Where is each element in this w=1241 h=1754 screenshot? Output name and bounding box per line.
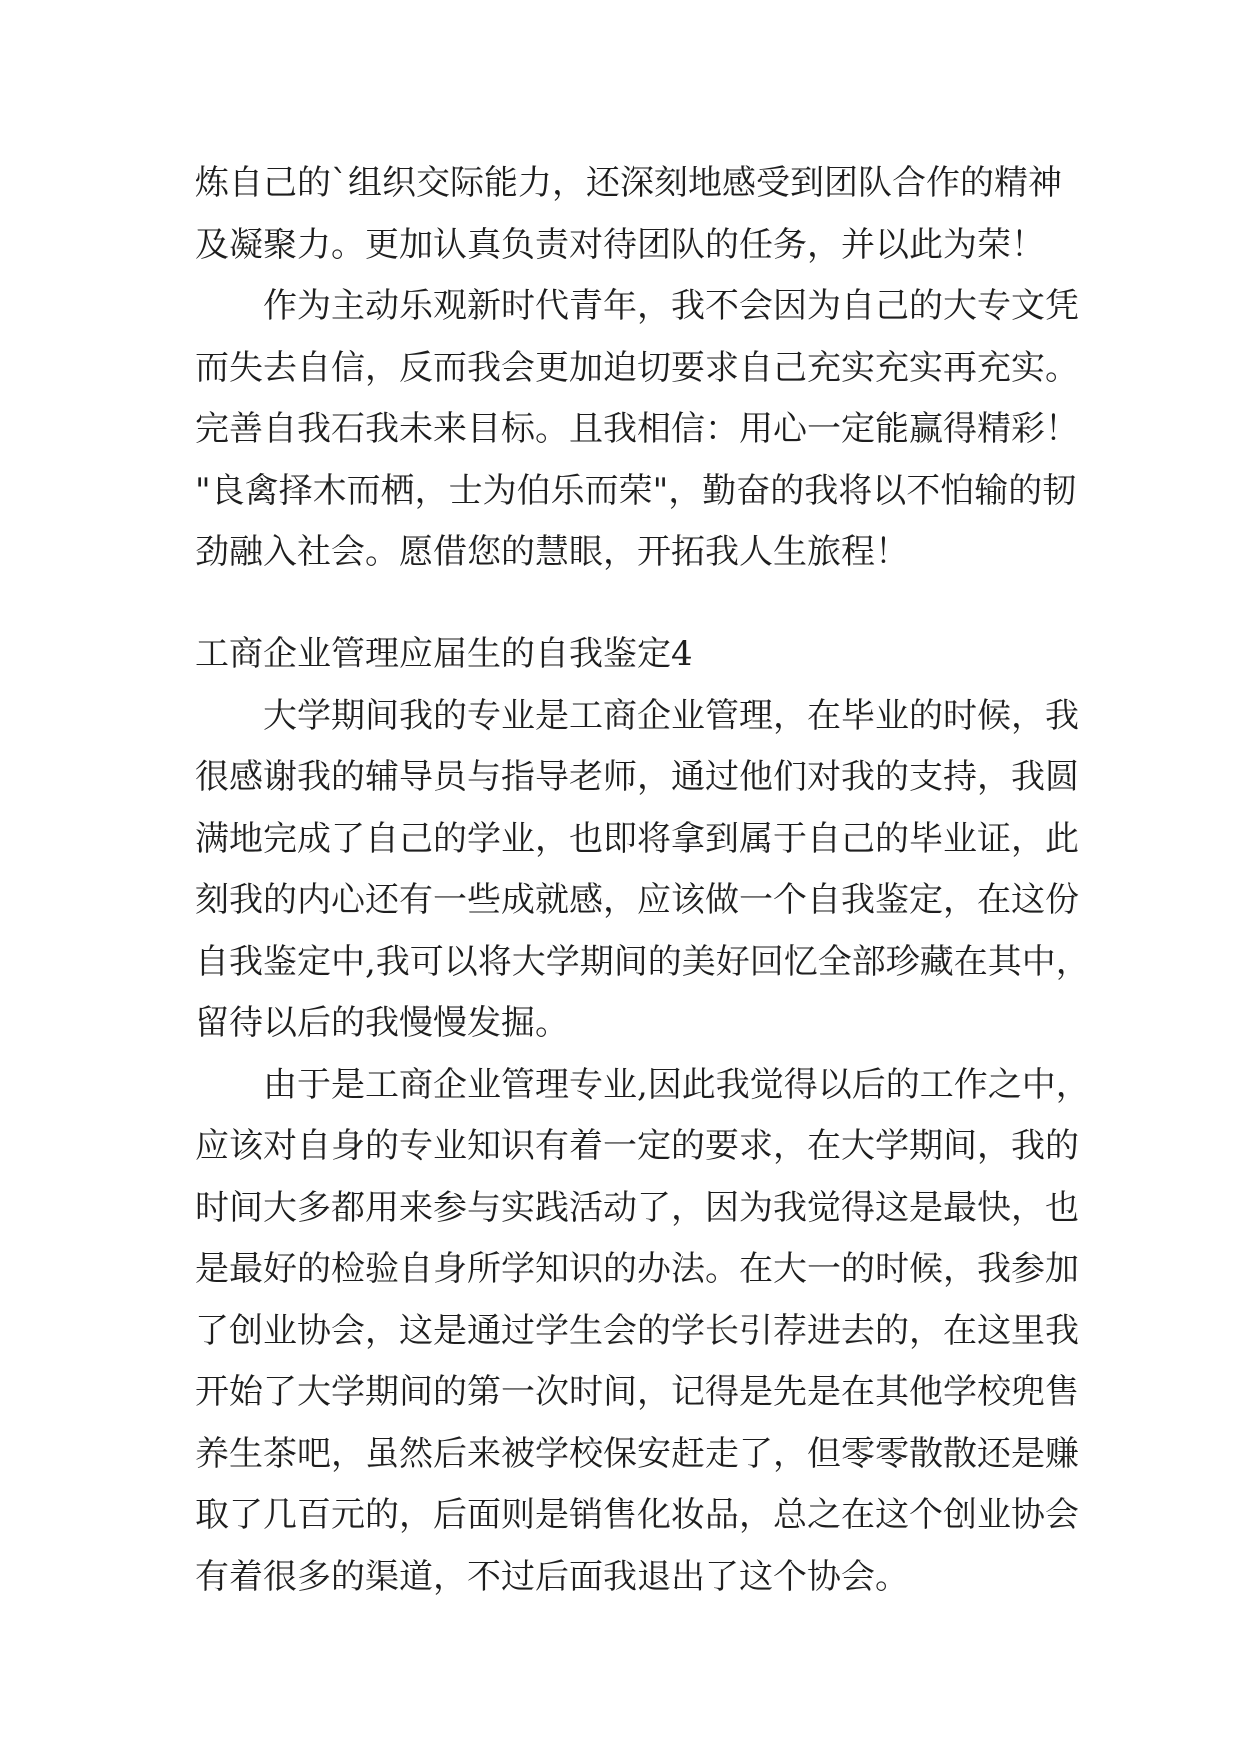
text-line: 应该对自身的专业知识有着一定的要求，在大学期间，我的 bbox=[195, 1126, 1079, 1166]
text-line: 自我鉴定中,我可以将大学期间的美好回忆全部珍藏在其中， bbox=[195, 941, 1090, 982]
text-line: 由于是工商企业管理专业,因此我觉得以后的工作之中， bbox=[263, 1064, 1090, 1105]
text-line: 完善自我石我未来目标。且我相信：用心一定能赢得精彩！ bbox=[195, 409, 1079, 449]
text-line: 是最好的检验自身所学知识的办法。在大一的时候，我参加 bbox=[195, 1249, 1079, 1289]
text-line: 炼自己的`组织交际能力，还深刻地感受到团队合作的精神 bbox=[195, 163, 1062, 203]
text-line: 了创业协会，这是通过学生会的学长引荐进去的，在这里我 bbox=[195, 1310, 1079, 1351]
text-line: 满地完成了自己的学业，也即将拿到属于自己的毕业证，此 bbox=[195, 818, 1079, 859]
text-line: 取了几百元的，后面则是销售化妆品，总之在这个创业协会 bbox=[195, 1495, 1079, 1535]
text-line: 作为主动乐观新时代青年，我不会因为自己的大专文凭 bbox=[263, 286, 1079, 326]
text-line: 有着很多的渠道，不过后面我退出了这个协会。 bbox=[195, 1556, 909, 1597]
paragraph bbox=[195, 1055, 1090, 1609]
section-heading: 工商企业管理应届生的自我鉴定4 bbox=[195, 634, 693, 674]
paragraph bbox=[195, 153, 1062, 276]
text-line: 开始了大学期间的第一次时间，记得是先是在其他学校兜售 bbox=[195, 1372, 1079, 1412]
text-line: 而失去自信，反而我会更加迫切要求自己充实充实再充实。 bbox=[195, 347, 1079, 388]
text-line: "良禽择木而栖，士为伯乐而荣"，勤奋的我将以不怕输的韧 bbox=[195, 470, 1077, 511]
paragraph bbox=[195, 686, 1090, 1055]
section-a bbox=[195, 153, 1079, 584]
text-line: 很感谢我的辅导员与指导老师，通过他们对我的支持，我圆 bbox=[195, 757, 1079, 797]
text-line: 刻我的内心还有一些成就感，应该做一个自我鉴定，在这份 bbox=[195, 880, 1079, 920]
paragraph bbox=[195, 276, 1079, 584]
section-b bbox=[195, 624, 1090, 1608]
text-line: 及凝聚力。更加认真负责对待团队的任务，并以此为荣！ bbox=[195, 224, 1045, 265]
text-line: 大学期间我的专业是工商企业管理，在毕业的时候，我 bbox=[263, 695, 1079, 736]
text-line: 留待以后的我慢慢发掘。 bbox=[195, 1003, 569, 1043]
text-line: 时间大多都用来参与实践活动了，因为我觉得这是最快，也 bbox=[195, 1187, 1079, 1228]
text-line: 养生茶吧，虽然后来被学校保安赶走了，但零零散散还是赚 bbox=[195, 1433, 1079, 1474]
text-line: 劲融入社会。愿借您的慧眼，开拓我人生旅程！ bbox=[195, 532, 909, 572]
